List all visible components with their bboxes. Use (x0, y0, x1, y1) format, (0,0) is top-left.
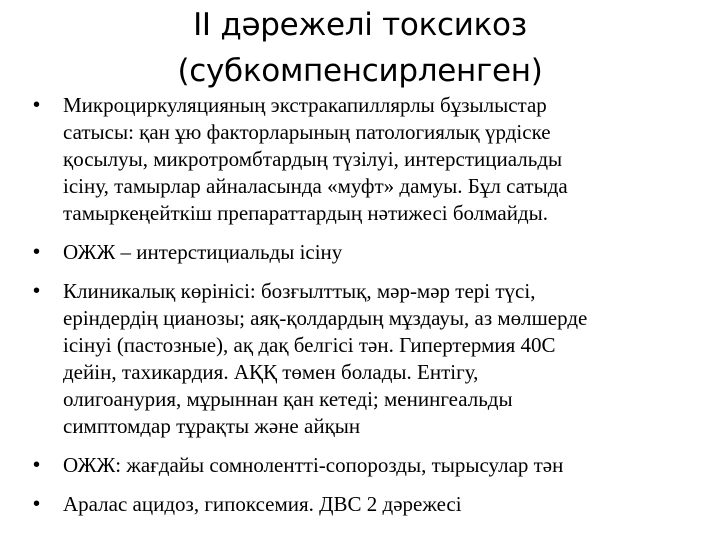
bullet-line: ісіну, тамырлар айналасында «муфт» дамуы. Бұл сатыда (63, 174, 568, 198)
bullet-item-acidosis (33, 491, 673, 518)
bullet-list (33, 92, 673, 530)
bullet-marker: • (33, 454, 41, 476)
bullet-marker: • (33, 280, 41, 302)
bullet-marker: • (33, 241, 41, 263)
bullet-marker: • (33, 94, 41, 116)
bullet-line: сатысы: қан ұю факторларының патологиялық үрдіске (63, 120, 551, 144)
bullet-marker: • (33, 493, 41, 515)
bullet-line: дейін, тахикардия. АҚҚ төмен болады. Ентігу, (63, 360, 479, 384)
bullet-item-microcirculation (33, 92, 673, 227)
bullet-line: ОЖЖ – интерстициальды ісіну (63, 240, 343, 264)
bullet-line: Клиникалық көрінісі: бозғылттық, мәр-мәр тері түсі, (63, 279, 536, 303)
bullet-line: ісінуі (пастозные), ақ дақ белгісі тән. Гипертермия 40С (63, 333, 556, 357)
bullet-line: тамыркеңейткіш препараттардың нәтижесі болмайды. (63, 201, 549, 225)
slide-title-line-2: (субкомпенсирленген) (177, 53, 543, 89)
bullet-line: қосылуы, микротромбтардың түзілуі, интерстициальды (63, 147, 563, 171)
bullet-item-cns-edema (33, 239, 673, 266)
bullet-line: Аралас ацидоз, гипоксемия. ДВС 2 дәрежесі (63, 492, 462, 516)
bullet-line: еріндердің цианозы; аяқ-қолдардың мұздауы, аз мөлшерде (63, 306, 588, 330)
bullet-line: симптомдар тұрақты және айқын (63, 414, 361, 438)
bullet-item-cns-state (33, 452, 673, 479)
bullet-line: олигоанурия, мұрыннан қан кетеді; менингеальды (63, 387, 513, 411)
slide-title (36, 2, 684, 94)
bullet-line: ОЖЖ: жағдайы сомнолентті-сопорозды, тырысулар тән (63, 453, 564, 477)
bullet-item-clinical-picture (33, 278, 673, 440)
bullet-line: Микроциркуляцияның экстракапиллярлы бұзылыстар (63, 93, 547, 117)
slide-title-line-1: ІІ дәрежелі токсикоз (193, 7, 527, 43)
